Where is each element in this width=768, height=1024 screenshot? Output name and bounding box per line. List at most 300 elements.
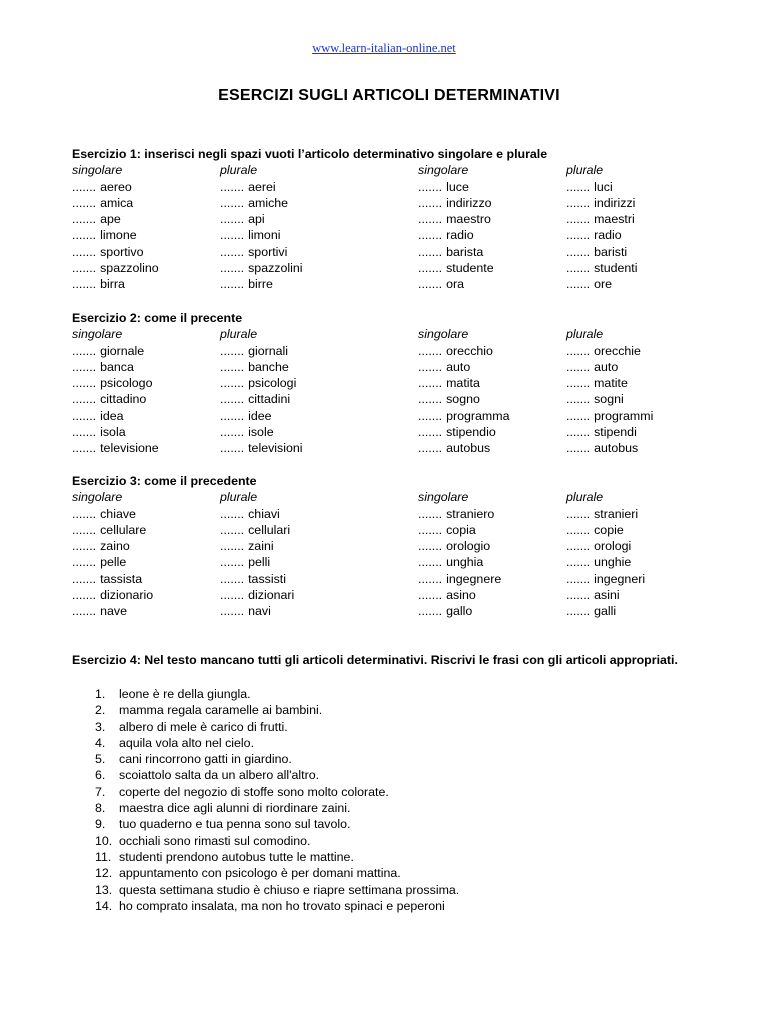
word-item <box>72 538 130 554</box>
blank-space[interactable]: ....... <box>566 555 591 570</box>
blank-space[interactable]: ....... <box>566 261 591 276</box>
column-header: singolare <box>418 163 469 178</box>
noun-word: dizionari <box>248 588 295 603</box>
blank-space[interactable]: ....... <box>566 244 591 259</box>
column-header: singolare <box>72 490 123 505</box>
sentence-item <box>95 882 459 898</box>
word-item <box>220 554 270 570</box>
column-header: plurale <box>220 327 258 342</box>
word-item <box>72 506 136 522</box>
noun-word: studenti <box>594 261 638 276</box>
noun-word: stipendio <box>446 425 496 440</box>
blank-space[interactable]: ....... <box>418 539 443 554</box>
noun-word: matita <box>446 376 480 391</box>
noun-word: cittadini <box>248 392 291 407</box>
blank-space[interactable]: ....... <box>418 441 443 456</box>
word-item <box>72 375 152 391</box>
sentence-number: 4. <box>95 735 106 750</box>
word-row <box>72 195 712 211</box>
noun-word: pelle <box>100 555 127 570</box>
word-item <box>418 391 480 407</box>
blank-space[interactable]: ....... <box>418 212 443 227</box>
sentence-text: coperte del negozio di stoffe sono molto colorate. <box>119 784 389 799</box>
noun-word: zaino <box>100 539 130 554</box>
noun-word: pelli <box>248 555 271 570</box>
word-item <box>72 211 121 227</box>
exercise-2 <box>72 310 712 457</box>
noun-word: matite <box>594 376 628 391</box>
blank-space[interactable]: ....... <box>566 604 591 619</box>
word-item <box>220 538 274 554</box>
blank-space[interactable]: ....... <box>72 522 97 537</box>
word-item <box>418 227 474 243</box>
noun-word: televisione <box>100 441 159 456</box>
noun-word: idee <box>248 408 272 423</box>
word-row <box>72 603 712 619</box>
sentence-text: albero di mele è carico di frutti. <box>119 719 288 734</box>
word-row <box>72 211 712 227</box>
word-item <box>566 506 638 522</box>
noun-word: limoni <box>248 228 281 243</box>
blank-space[interactable]: ....... <box>220 555 245 570</box>
sentence-item <box>95 865 459 881</box>
blank-space[interactable]: ....... <box>220 179 245 194</box>
column-header: plurale <box>566 327 604 342</box>
blank-space[interactable]: ....... <box>72 359 97 374</box>
blank-space[interactable]: ....... <box>418 343 443 358</box>
noun-word: sportivo <box>100 244 144 259</box>
noun-word: banca <box>100 359 134 374</box>
page-title: ESERCIZI SUGLI ARTICOLI DETERMINATIVI <box>218 87 560 104</box>
word-item <box>418 276 464 292</box>
noun-word: ape <box>100 212 121 227</box>
site-link[interactable]: www.learn-italian-online.net <box>312 41 456 55</box>
word-item <box>72 343 144 359</box>
word-item <box>566 424 637 440</box>
sentence-text: aquila vola alto nel cielo. <box>119 735 255 750</box>
blank-space[interactable]: ....... <box>220 359 245 374</box>
blank-space[interactable]: ....... <box>566 441 591 456</box>
word-item <box>72 276 125 292</box>
word-item <box>566 603 616 619</box>
word-item <box>566 522 624 538</box>
word-item <box>418 408 509 424</box>
sentence-item <box>95 833 459 849</box>
word-item <box>418 506 494 522</box>
sentence-text: tuo quaderno e tua penna sono sul tavolo. <box>119 817 351 832</box>
word-item <box>220 227 280 243</box>
noun-word: spazzolini <box>248 261 303 276</box>
noun-word: unghia <box>446 555 484 570</box>
noun-word: televisioni <box>248 441 303 456</box>
word-item <box>418 179 469 195</box>
word-item <box>566 440 638 456</box>
word-item <box>220 343 288 359</box>
word-item <box>566 260 638 276</box>
noun-word: radio <box>594 228 622 243</box>
noun-word: tassista <box>100 571 143 586</box>
word-row <box>72 179 712 195</box>
word-item <box>72 179 132 195</box>
word-item <box>566 375 628 391</box>
blank-space[interactable]: ....... <box>566 539 591 554</box>
exercise-4-heading: Esercizio 4: Nel testo mancano tutti gli articoli determinativi. Riscrivi le frasi con gli articoli appropriati. <box>72 653 678 667</box>
blank-space[interactable]: ....... <box>72 506 97 521</box>
sentence-item <box>95 719 459 735</box>
word-item <box>220 276 273 292</box>
sentence-item <box>95 751 459 767</box>
word-item <box>72 227 137 243</box>
noun-word: galli <box>594 604 617 619</box>
blank-space[interactable]: ....... <box>566 425 591 440</box>
blank-space[interactable]: ....... <box>72 588 97 603</box>
noun-word: isole <box>248 425 274 440</box>
sentence-text: maestra dice agli alunni di riordinare zaini. <box>119 801 351 816</box>
word-item <box>418 260 494 276</box>
noun-word: auto <box>446 359 471 374</box>
sentence-text: appuntamento con psicologo è per domani mattina. <box>119 866 401 881</box>
noun-word: giornale <box>100 343 145 358</box>
word-row <box>72 522 712 538</box>
word-item <box>220 375 296 391</box>
exercise-heading: Esercizio 2: come il precente <box>72 311 243 325</box>
sentence-item <box>95 849 459 865</box>
sentence-text: cani rincorrono gatti in giardino. <box>119 752 292 767</box>
sentence-number: 8. <box>95 801 106 816</box>
blank-space[interactable]: ....... <box>220 588 245 603</box>
noun-word: copie <box>594 522 624 537</box>
noun-word: chiavi <box>248 506 280 521</box>
blank-space[interactable]: ....... <box>72 179 97 194</box>
word-row <box>72 424 712 440</box>
word-item <box>566 195 635 211</box>
noun-word: psicologi <box>248 376 297 391</box>
noun-word: ingegneri <box>594 571 646 586</box>
blank-space[interactable]: ....... <box>72 441 97 456</box>
blank-space[interactable]: ....... <box>566 506 591 521</box>
noun-word: aereo <box>100 179 132 194</box>
blank-space[interactable]: ....... <box>418 408 443 423</box>
blank-space[interactable]: ....... <box>566 408 591 423</box>
blank-space[interactable]: ....... <box>72 228 97 243</box>
exercise-1 <box>72 146 712 293</box>
noun-word: programma <box>446 408 510 423</box>
word-row <box>72 506 712 522</box>
word-item <box>418 375 480 391</box>
noun-word: dizionario <box>100 588 154 603</box>
noun-word: sogni <box>594 392 624 407</box>
blank-space[interactable]: ....... <box>418 277 443 292</box>
blank-space[interactable]: ....... <box>220 228 245 243</box>
word-item <box>220 408 272 424</box>
noun-word: limone <box>100 228 137 243</box>
column-header-row <box>72 326 712 342</box>
blank-space[interactable]: ....... <box>566 277 591 292</box>
noun-word: asino <box>446 588 476 603</box>
sentence-number: 1. <box>95 687 106 701</box>
word-item <box>418 195 492 211</box>
blank-space[interactable]: ....... <box>566 343 591 358</box>
blank-space[interactable]: ....... <box>72 392 97 407</box>
blank-space[interactable]: ....... <box>72 212 97 227</box>
sentence-number: 12. <box>95 866 113 881</box>
blank-space[interactable]: ....... <box>418 228 443 243</box>
sentence-number: 9. <box>95 817 106 832</box>
blank-space[interactable]: ....... <box>220 539 245 554</box>
word-item <box>220 211 265 227</box>
word-item <box>72 244 144 260</box>
word-item <box>72 587 153 603</box>
blank-space[interactable]: ....... <box>566 392 591 407</box>
noun-word: giornali <box>248 343 289 358</box>
word-item <box>418 359 470 375</box>
sentence-text: studenti prendono autobus tutte le mattine. <box>119 849 354 864</box>
blank-space[interactable]: ....... <box>220 408 245 423</box>
word-item <box>220 522 290 538</box>
word-item <box>566 391 624 407</box>
word-item <box>220 571 286 587</box>
word-item <box>72 522 146 538</box>
blank-space[interactable]: ....... <box>220 392 245 407</box>
blank-space[interactable]: ....... <box>72 571 97 586</box>
word-item <box>418 343 493 359</box>
blank-space[interactable]: ....... <box>566 179 591 194</box>
blank-space[interactable]: ....... <box>72 408 97 423</box>
noun-word: orologio <box>446 539 491 554</box>
blank-space[interactable]: ....... <box>220 244 245 259</box>
sentence-number: 2. <box>95 703 106 718</box>
noun-word: indirizzi <box>594 195 636 210</box>
blank-space[interactable]: ....... <box>566 195 591 210</box>
noun-word: aerei <box>248 179 276 194</box>
noun-word: ingegnere <box>446 571 502 586</box>
word-item <box>418 244 483 260</box>
word-item <box>566 538 631 554</box>
blank-space[interactable]: ....... <box>220 441 245 456</box>
blank-space[interactable]: ....... <box>220 604 245 619</box>
noun-word: autobus <box>594 441 639 456</box>
word-item <box>418 211 491 227</box>
blank-space[interactable]: ....... <box>418 195 443 210</box>
blank-space[interactable]: ....... <box>220 261 245 276</box>
sentence-item <box>95 735 459 751</box>
word-row <box>72 227 712 243</box>
blank-space[interactable]: ....... <box>566 588 591 603</box>
word-item <box>220 391 290 407</box>
blank-space[interactable]: ....... <box>220 376 245 391</box>
word-row <box>72 359 712 375</box>
exercise-4-sentence-list <box>95 686 459 914</box>
blank-space[interactable]: ....... <box>72 343 97 358</box>
word-item <box>566 359 618 375</box>
blank-space[interactable]: ....... <box>72 195 97 210</box>
word-item <box>566 571 645 587</box>
blank-space[interactable]: ....... <box>566 212 591 227</box>
blank-space[interactable]: ....... <box>418 506 443 521</box>
exercise-heading: Esercizio 1: inserisci negli spazi vuoti l’articolo determinativo singolare e plurale <box>72 147 548 161</box>
word-item <box>72 260 159 276</box>
word-row <box>72 375 712 391</box>
blank-space[interactable]: ....... <box>72 604 97 619</box>
word-item <box>418 424 496 440</box>
sentence-text: scoiattolo salta da un albero all'altro. <box>119 768 320 783</box>
noun-word: barista <box>446 244 484 259</box>
blank-space[interactable]: ....... <box>72 277 97 292</box>
sentence-item <box>95 800 459 816</box>
word-item <box>72 408 124 424</box>
noun-word: radio <box>446 228 474 243</box>
word-row <box>72 391 712 407</box>
sentence-number: 3. <box>95 719 106 734</box>
noun-word: cellulare <box>100 522 147 537</box>
blank-space[interactable]: ....... <box>418 392 443 407</box>
word-item <box>72 424 126 440</box>
exercise-3 <box>72 473 712 620</box>
word-item <box>220 424 274 440</box>
blank-space[interactable]: ....... <box>220 571 245 586</box>
word-item <box>566 244 627 260</box>
blank-space[interactable]: ....... <box>220 195 245 210</box>
sentence-number: 5. <box>95 752 106 767</box>
blank-space[interactable]: ....... <box>418 571 443 586</box>
column-header-row <box>72 489 712 505</box>
noun-word: luci <box>594 179 613 194</box>
word-row <box>72 440 712 456</box>
column-header: singolare <box>418 490 469 505</box>
noun-word: api <box>248 212 265 227</box>
blank-space[interactable]: ....... <box>418 604 443 619</box>
blank-space[interactable]: ....... <box>418 179 443 194</box>
sentence-number: 6. <box>95 768 106 783</box>
word-item <box>566 276 612 292</box>
sentence-item <box>95 702 459 718</box>
noun-word: indirizzo <box>446 195 492 210</box>
noun-word: sogno <box>446 392 480 407</box>
sentence-number: 7. <box>95 784 106 799</box>
column-header: plurale <box>220 490 258 505</box>
sentence-item <box>95 767 459 783</box>
word-item <box>566 343 641 359</box>
noun-word: asini <box>594 588 620 603</box>
blank-space[interactable]: ....... <box>418 244 443 259</box>
word-row <box>72 538 712 554</box>
word-row <box>72 244 712 260</box>
blank-space[interactable]: ....... <box>220 425 245 440</box>
word-row <box>72 276 712 292</box>
column-header: singolare <box>72 327 123 342</box>
blank-space[interactable]: ....... <box>418 522 443 537</box>
noun-word: isola <box>100 425 126 440</box>
word-item <box>418 603 472 619</box>
blank-space[interactable]: ....... <box>72 261 97 276</box>
noun-word: auto <box>594 359 619 374</box>
word-item <box>72 603 127 619</box>
blank-space[interactable]: ....... <box>566 359 591 374</box>
noun-word: orologi <box>594 539 632 554</box>
blank-space[interactable]: ....... <box>566 571 591 586</box>
word-item <box>566 179 613 195</box>
blank-space[interactable]: ....... <box>72 376 97 391</box>
sentence-text: ho comprato insalata, ma non ho trovato spinaci e peperoni <box>119 898 445 913</box>
blank-space[interactable]: ....... <box>220 506 245 521</box>
word-item <box>220 506 280 522</box>
blank-space[interactable]: ....... <box>220 343 245 358</box>
sentence-number: 13. <box>95 882 113 897</box>
column-header: plurale <box>566 490 604 505</box>
noun-word: birra <box>100 277 125 292</box>
word-item <box>72 440 159 456</box>
blank-space[interactable]: ....... <box>566 522 591 537</box>
noun-word: idea <box>100 408 124 423</box>
exercise-heading: Esercizio 3: come il precedente <box>72 474 257 488</box>
blank-space[interactable]: ....... <box>72 425 97 440</box>
blank-space[interactable]: ....... <box>418 425 443 440</box>
noun-word: stipendi <box>594 425 637 440</box>
word-row <box>72 554 712 570</box>
word-row <box>72 343 712 359</box>
blank-space[interactable]: ....... <box>566 376 591 391</box>
blank-space[interactable]: ....... <box>418 588 443 603</box>
blank-space[interactable]: ....... <box>566 228 591 243</box>
noun-word: amica <box>100 195 134 210</box>
blank-space[interactable]: ....... <box>418 555 443 570</box>
word-row <box>72 408 712 424</box>
word-item <box>566 211 635 227</box>
noun-word: sportivi <box>248 244 288 259</box>
blank-space[interactable]: ....... <box>72 244 97 259</box>
blank-space[interactable]: ....... <box>418 376 443 391</box>
blank-space[interactable]: ....... <box>418 359 443 374</box>
noun-word: autobus <box>446 441 491 456</box>
word-item <box>566 554 631 570</box>
noun-word: chiave <box>100 506 136 521</box>
word-row <box>72 260 712 276</box>
word-item <box>220 179 276 195</box>
word-item <box>418 554 483 570</box>
blank-space[interactable]: ....... <box>418 261 443 276</box>
word-item <box>566 408 653 424</box>
word-item <box>72 195 133 211</box>
blank-space[interactable]: ....... <box>72 539 97 554</box>
noun-word: luce <box>446 179 469 194</box>
word-row <box>72 587 712 603</box>
word-item <box>220 440 303 456</box>
word-item <box>418 440 490 456</box>
word-item <box>418 538 490 554</box>
word-item <box>72 571 142 587</box>
noun-word: straniero <box>446 506 495 521</box>
blank-space[interactable]: ....... <box>220 277 245 292</box>
noun-word: studente <box>446 261 494 276</box>
blank-space[interactable]: ....... <box>220 522 245 537</box>
column-header: singolare <box>72 163 123 178</box>
column-header-row <box>72 162 712 178</box>
sentence-text: questa settimana studio è chiuso e riapre settimana prossima. <box>119 882 460 897</box>
sentence-text: mamma regala caramelle ai bambini. <box>119 703 323 718</box>
sentence-number: 10. <box>95 833 113 848</box>
word-item <box>418 522 476 538</box>
sentence-number: 14. <box>95 898 113 913</box>
noun-word: maestro <box>446 212 491 227</box>
blank-space[interactable]: ....... <box>220 212 245 227</box>
noun-word: nave <box>100 604 127 619</box>
word-item <box>220 244 287 260</box>
noun-word: orecchio <box>446 343 493 358</box>
column-header: singolare <box>418 327 469 342</box>
noun-word: baristi <box>594 244 628 259</box>
blank-space[interactable]: ....... <box>72 555 97 570</box>
noun-word: orecchie <box>594 343 641 358</box>
